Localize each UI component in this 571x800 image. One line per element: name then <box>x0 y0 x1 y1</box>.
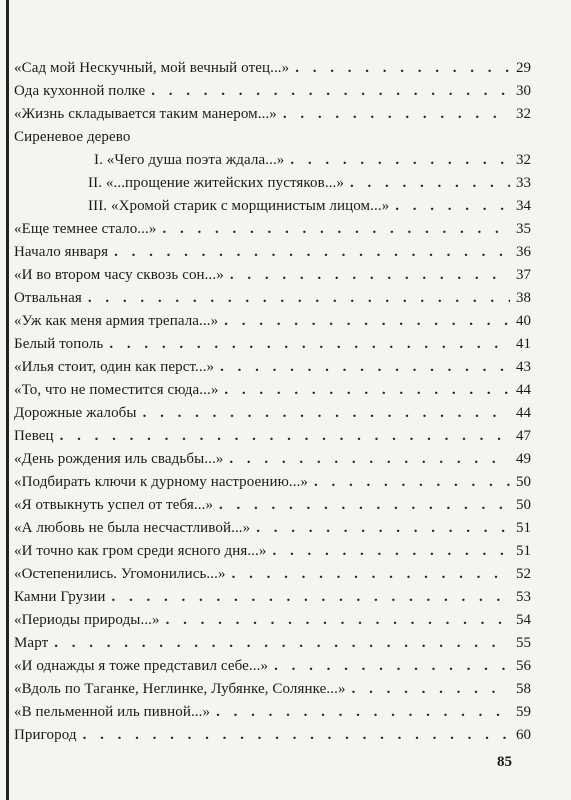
toc-title: Камни Грузии <box>14 589 106 605</box>
toc-subentry <box>14 150 531 170</box>
dot-leader <box>352 679 510 699</box>
toc-title: «Остепенились. Угомонились...» <box>14 566 226 582</box>
toc-title: Дорожные жалобы <box>14 405 137 421</box>
dot-leader <box>314 472 510 492</box>
toc-page-number: 36 <box>516 244 531 260</box>
dot-leader <box>350 173 510 193</box>
toc-entry <box>14 334 531 354</box>
dot-leader <box>283 104 510 124</box>
toc-entry <box>14 633 531 653</box>
toc-title: «И во втором часу сквозь сон...» <box>14 267 224 283</box>
toc-page-number: 32 <box>516 152 531 168</box>
toc-subentry <box>14 196 531 216</box>
toc-title: Начало января <box>14 244 109 260</box>
toc-title: «Илья стоит, один как перст...» <box>14 359 215 375</box>
toc-entry <box>14 265 531 285</box>
toc-entry <box>14 288 531 308</box>
toc-page-number: 30 <box>516 83 531 99</box>
toc-title: «Подбирать ключи к дурному настроению...» <box>14 474 309 490</box>
toc-title: III. «Хромой старик с морщинистым лицом...» <box>88 198 390 214</box>
toc-page-number: 38 <box>516 290 531 306</box>
dot-leader <box>273 541 511 561</box>
toc-entry <box>14 679 531 699</box>
binding-edge <box>6 0 9 800</box>
toc-page-number: 34 <box>516 198 531 214</box>
toc-title: «Вдоль по Таганке, Неглинке, Лубянке, Солянке...» <box>14 681 346 697</box>
toc-title: Певец <box>14 428 54 444</box>
dot-leader <box>54 633 510 653</box>
toc-page-number: 29 <box>516 60 531 76</box>
toc-subentry <box>14 173 531 193</box>
toc-title: Ода кухонной полке <box>14 83 146 99</box>
toc-page-number: 37 <box>516 267 531 283</box>
dot-leader <box>162 219 510 239</box>
toc-entry <box>14 311 531 331</box>
toc-entry <box>14 357 531 377</box>
toc-entry <box>14 449 531 469</box>
toc-page-number: 44 <box>516 405 531 421</box>
page-number: 85 <box>497 754 512 770</box>
toc-page-number: 53 <box>516 589 531 605</box>
toc-page-number: 54 <box>516 612 531 628</box>
toc-page-number: 50 <box>516 474 531 490</box>
toc-entry <box>14 104 531 124</box>
toc-page-number: 59 <box>516 704 531 720</box>
toc-page-number: 49 <box>516 451 531 467</box>
dot-leader <box>224 311 510 331</box>
toc-entry <box>14 564 531 584</box>
toc-entry <box>14 725 531 745</box>
toc-title: Пригород <box>14 727 77 743</box>
toc-title: «То, что не поместится сюда...» <box>14 382 219 398</box>
toc-section-heading <box>14 127 531 147</box>
dot-leader <box>256 518 510 538</box>
toc-title: «День рождения иль свадьбы...» <box>14 451 224 467</box>
dot-leader <box>274 656 510 676</box>
dot-leader <box>229 449 510 469</box>
toc-page-number: 35 <box>516 221 531 237</box>
dot-leader <box>83 725 510 745</box>
toc-title: Сиреневое дерево <box>14 129 131 145</box>
toc-page-number: 47 <box>516 428 531 444</box>
toc-page-number: 51 <box>516 543 531 559</box>
toc-title: «Сад мой Нескучный, мой вечный отец...» <box>14 60 290 76</box>
toc-entry <box>14 426 531 446</box>
dot-leader <box>88 288 510 308</box>
dot-leader <box>220 357 510 377</box>
toc-title: «В пельменной иль пивной...» <box>14 704 211 720</box>
toc-page-number: 52 <box>516 566 531 582</box>
dot-leader <box>395 196 510 216</box>
toc-title: «Уж как меня армия трепала...» <box>14 313 219 329</box>
toc-page-number: 40 <box>516 313 531 329</box>
dot-leader <box>60 426 510 446</box>
toc-page-number: 51 <box>516 520 531 536</box>
toc-entry <box>14 403 531 423</box>
toc-entry <box>14 219 531 239</box>
toc-title: «И точно как гром среди ясного дня...» <box>14 543 267 559</box>
toc-title: «Периоды природы...» <box>14 612 160 628</box>
toc-page-number: 33 <box>516 175 531 191</box>
toc-entry <box>14 656 531 676</box>
toc-entry <box>14 472 531 492</box>
toc-title: «А любовь не была несчастливой...» <box>14 520 251 536</box>
toc-entry <box>14 541 531 561</box>
toc-title: «Еще темнее стало...» <box>14 221 157 237</box>
dot-leader <box>143 403 510 423</box>
toc-entry <box>14 81 531 101</box>
toc-entry <box>14 58 531 78</box>
dot-leader <box>230 265 510 285</box>
toc-title: «Жизнь складывается таким манером...» <box>14 106 277 122</box>
toc-page-number: 58 <box>516 681 531 697</box>
toc-page-number: 41 <box>516 336 531 352</box>
toc-title: Белый тополь <box>14 336 104 352</box>
toc-page-number: 44 <box>516 382 531 398</box>
dot-leader <box>114 242 510 262</box>
toc-entry <box>14 242 531 262</box>
toc-title: Отвальная <box>14 290 82 306</box>
toc-entry <box>14 702 531 722</box>
dot-leader <box>295 58 510 78</box>
dot-leader <box>109 334 510 354</box>
toc-title: I. «Чего душа поэта ждала...» <box>94 152 285 168</box>
toc-title: Март <box>14 635 49 651</box>
dot-leader <box>166 610 510 630</box>
dot-leader <box>224 380 510 400</box>
toc-entry <box>14 495 531 515</box>
dot-leader <box>219 495 510 515</box>
toc-title: II. «...прощение житейских пустяков...» <box>88 175 344 191</box>
toc-title: «И однажды я тоже представил себе...» <box>14 658 269 674</box>
dot-leader <box>151 81 510 101</box>
dot-leader <box>111 587 510 607</box>
toc-entry <box>14 587 531 607</box>
toc-page-number: 50 <box>516 497 531 513</box>
dot-leader <box>290 150 510 170</box>
dot-leader <box>232 564 510 584</box>
toc-entry <box>14 518 531 538</box>
toc-page-number: 43 <box>516 359 531 375</box>
toc-page-number: 56 <box>516 658 531 674</box>
toc-entry <box>14 610 531 630</box>
dot-leader <box>216 702 510 722</box>
toc-page-number: 60 <box>516 727 531 743</box>
toc-entry <box>14 380 531 400</box>
toc-page-number: 55 <box>516 635 531 651</box>
toc-page-number: 32 <box>516 106 531 122</box>
toc-title: «Я отвыкнуть успел от тебя...» <box>14 497 214 513</box>
